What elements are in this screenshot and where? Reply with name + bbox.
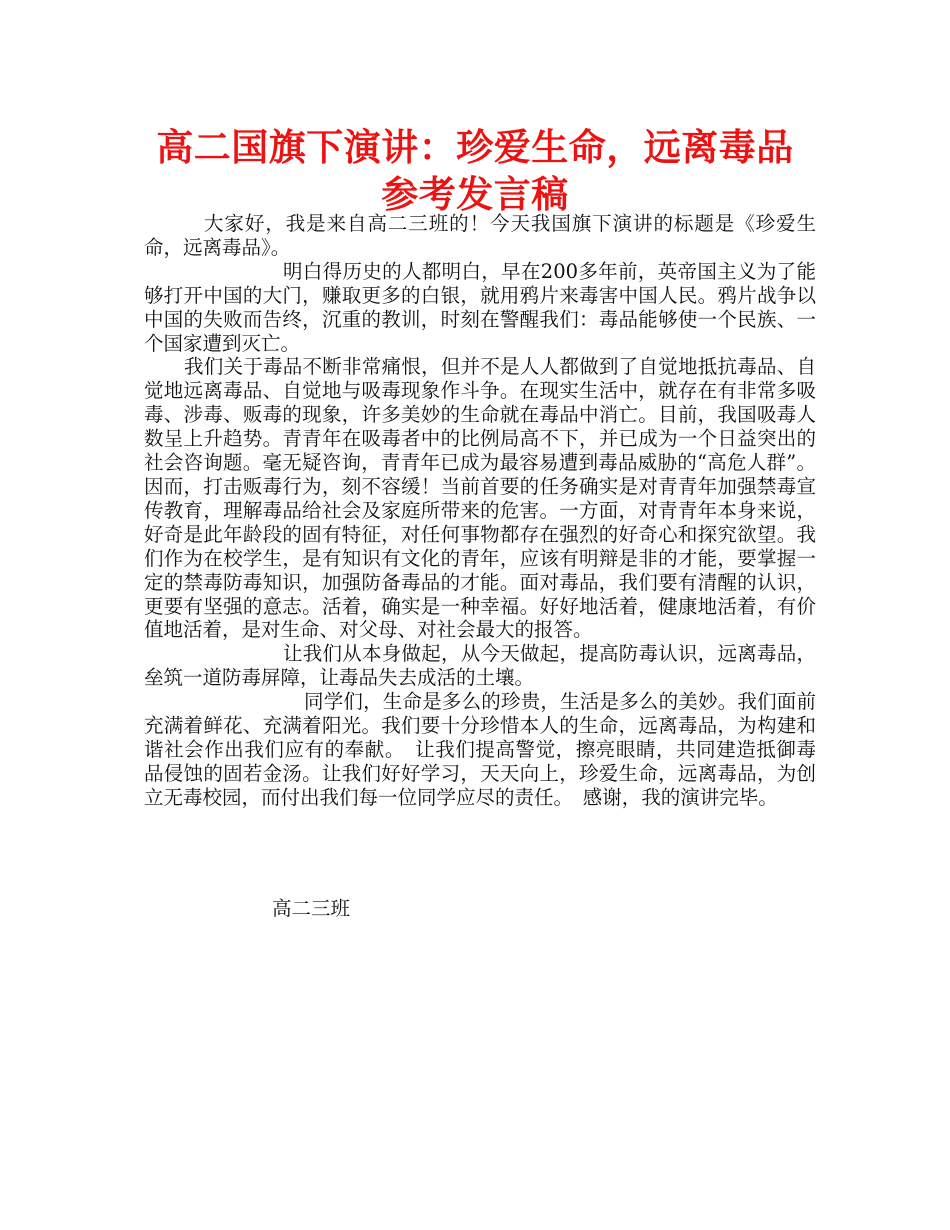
signature: 高二三班: [272, 897, 351, 920]
paragraph-closing: 同学们，生命是多么的珍贵，生活是多么的美妙。我们面前充满着鲜花、充满着阳光。我们要十分珍惜本人的生命，远离毒品，为构建和谐社会作出我们应有的奉献。 让我们提高警觉，擦亮眼睛，共同建造抵御毒品侵蚀的固若金汤。让我们好好学习，天天向上，珍爱生命，远离毒品，为创立无毒校园，而付出我们每一位同学应尽的责任。 感谢，我的演讲完毕。: [144, 690, 816, 809]
paragraph-history: 明白得历史的人都明白，早在200多年前，英帝国主义为了能够打开中国的大门，赚取更多的白银，就用鸦片来毒害中国人民。鸦片战争以中国的失败而告终，沉重的教训，时刻在警醒我们：毒品能够使一个民族、一个国家遭到灭亡。: [144, 259, 816, 355]
paragraph-drug-harm: 我们关于毒品不断非常痛恨，但并不是人人都做到了自觉地抵抗毒品、自觉地远离毒品、自觉地与吸毒现象作斗争。在现实生活中，就存在有非常多吸毒、涉毒、贩毒的现象，许多美妙的生命就在毒品中消亡。目前，我国吸毒人数呈上升趋势。青青年在吸毒者中的比例局高不下，并已成为一个日益突出的社会咨询题。毫无疑咨询，青青年已成为最容易遭到毒品威胁的“高危人群”。因而，打击贩毒行为，刻不容缓！当前首要的任务确实是对青青年加强禁毒宣传教育，理解毒品给社会及家庭所带来的危害。一方面，对青青年本身来说，好奇是此年龄段的固有特征，对任何事物都存在强烈的好奇心和探究欲望。我们作为在校学生，是有知识有文化的青年，应该有明辩是非的才能，要掌握一定的禁毒防毒知识，加强防备毒品的才能。面对毒品，我们要有清醒的认识，更要有坚强的意志。活着，确实是一种幸福。好好地活着，健康地活着，有价值地活着，是对生命、对父母、对社会最大的报答。: [144, 355, 816, 642]
speech-body: [144, 212, 816, 810]
paragraph-call-to-action: 让我们从本身做起，从今天做起，提高防毒认识，远离毒品，垒筑一道防毒屏障，让毒品失去成活的土壤。: [144, 642, 816, 690]
paragraph-greeting: 大家好，我是来自高二三班的！今天我国旗下演讲的标题是《珍爱生命，远离毒品》。: [144, 212, 816, 259]
page-title: 高二国旗下演讲：珍爱生命，远离毒品参考发言稿: [156, 126, 794, 216]
